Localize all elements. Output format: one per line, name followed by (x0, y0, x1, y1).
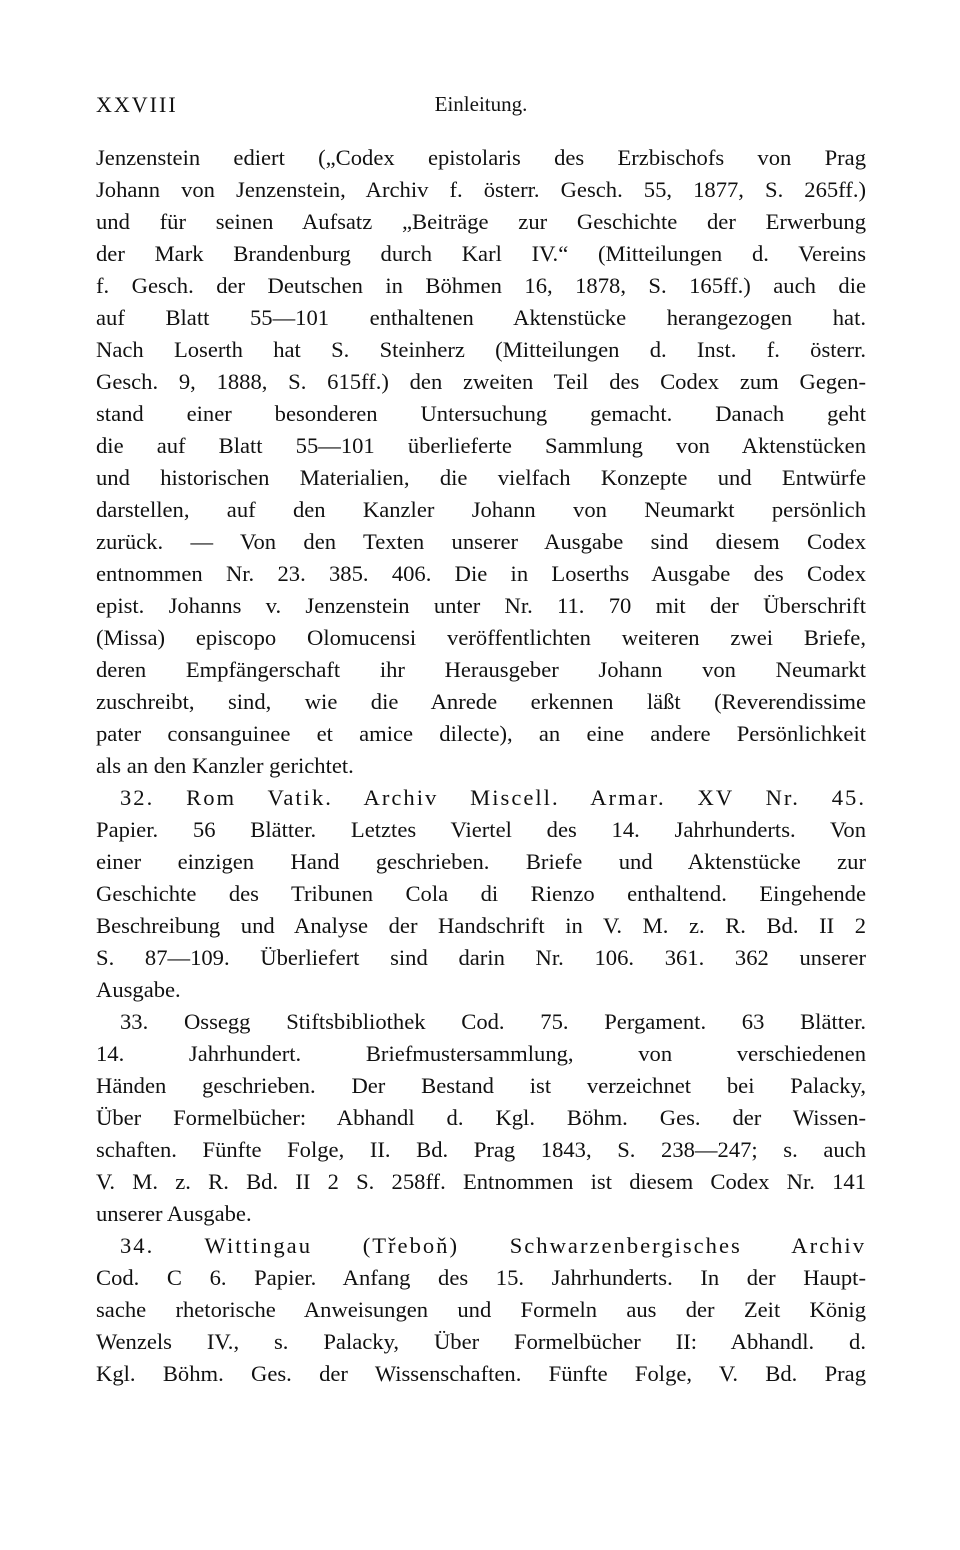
text-line: Nach Loserth hat S. Steinherz (Mitteilungen d. Inst. f. österr. (96, 337, 866, 362)
text-line: Geschichte des Tribunen Cola di Rienzo enthaltend. Eingehende (96, 881, 866, 906)
document-page (96, 92, 866, 1390)
text-line: stand einer besonderen Untersuchung gemacht. Danach geht (96, 401, 866, 426)
text-line: auf Blatt 55—101 enthaltenen Aktenstücke herangezogen hat. (96, 305, 866, 330)
text-line: unserer Ausgabe. (96, 1201, 252, 1226)
text-line: und historischen Materialien, die vielfach Konzepte und Entwürfe (96, 465, 866, 490)
entry-heading-32: 32. Rom Vatik. Archiv Miscell. Armar. XV Nr. 45. (120, 785, 866, 810)
text-line: sache rhetorische Anweisungen und Formeln aus der Zeit König (96, 1297, 866, 1322)
text-line: Cod. C 6. Papier. Anfang des 15. Jahrhunderts. In der Haupt- (96, 1265, 866, 1290)
text-line: die auf Blatt 55—101 überlieferte Sammlung von Aktenstücken (96, 433, 866, 458)
running-title: Einleitung. (434, 92, 528, 116)
text-line: epist. Johanns v. Jenzenstein unter Nr. 11. 70 mit der Überschrift (96, 593, 866, 618)
text-line: Johann von Jenzenstein, Archiv f. österr. Gesch. 55, 1877, S. 265ff.) (96, 177, 866, 202)
page-header (96, 92, 866, 132)
text-line: schaften. Fünfte Folge, II. Bd. Prag 1843, S. 238—247; s. auch (96, 1137, 866, 1162)
entry-heading-34: 34. Wittingau (Třeboň) Schwarzenbergisches Archiv (120, 1233, 866, 1258)
text-line: S. 87—109. Überliefert sind darin Nr. 106. 361. 362 unserer (96, 945, 866, 970)
text-line: Über Formelbücher: Abhandl d. Kgl. Böhm. Ges. der Wissen- (96, 1105, 866, 1130)
text-line: 14. Jahrhundert. Briefmustersammlung, von verschiedenen (96, 1041, 866, 1066)
text-line: V. M. z. R. Bd. II 2 S. 258ff. Entnommen ist diesem Codex Nr. 141 (96, 1169, 866, 1194)
text-line: entnommen Nr. 23. 385. 406. Die in Loserths Ausgabe des Codex (96, 561, 866, 586)
text-line: f. Gesch. der Deutschen in Böhmen 16, 1878, S. 165ff.) auch die (96, 273, 866, 298)
page-number: XXVIII (96, 92, 178, 117)
text-line: Beschreibung und Analyse der Handschrift in V. M. z. R. Bd. II 2 (96, 913, 866, 938)
text-line: deren Empfängerschaft ihr Herausgeber Johann von Neumarkt (96, 657, 866, 682)
text-line: Händen geschrieben. Der Bestand ist verzeichnet bei Palacky, (96, 1073, 866, 1098)
text-line: Kgl. Böhm. Ges. der Wissenschaften. Fünfte Folge, V. Bd. Prag (96, 1361, 866, 1386)
body-text (96, 142, 866, 1390)
text-line: Wenzels IV., s. Palacky, Über Formelbücher II: Abhandl. d. (96, 1329, 866, 1354)
text-line: Papier. 56 Blätter. Letztes Viertel des 14. Jahrhunderts. Von (96, 817, 866, 842)
text-line: der Mark Brandenburg durch Karl IV.“ (Mitteilungen d. Vereins (96, 241, 866, 266)
entry-heading-33: 33. Ossegg Stiftsbibliothek Cod. 75. Pergament. 63 Blätter. (120, 1009, 866, 1034)
text-line: zurück. — Von den Texten unserer Ausgabe sind diesem Codex (96, 529, 866, 554)
text-line: einer einzigen Hand geschrieben. Briefe und Aktenstücke zur (96, 849, 866, 874)
text-line: (Missa) episcopo Olomucensi veröffentlichten weiteren zwei Briefe, (96, 625, 866, 650)
text-line: zuschreibt, sind, wie die Anrede erkennen läßt (Reverendissime (96, 689, 866, 714)
text-line: darstellen, auf den Kanzler Johann von Neumarkt persönlich (96, 497, 866, 522)
text-line: als an den Kanzler gerichtet. (96, 753, 354, 778)
text-line: und für seinen Aufsatz „Beiträge zur Geschichte der Erwerbung (96, 209, 866, 234)
text-line: Jenzenstein ediert („Codex epistolaris des Erzbischofs von Prag (96, 145, 866, 170)
text-line: Gesch. 9, 1888, S. 615ff.) den zweiten Teil des Codex zum Gegen- (96, 369, 866, 394)
text-line: pater consanguinee et amice dilecte), an eine andere Persönlichkeit (96, 721, 866, 746)
text-line: Ausgabe. (96, 977, 181, 1002)
